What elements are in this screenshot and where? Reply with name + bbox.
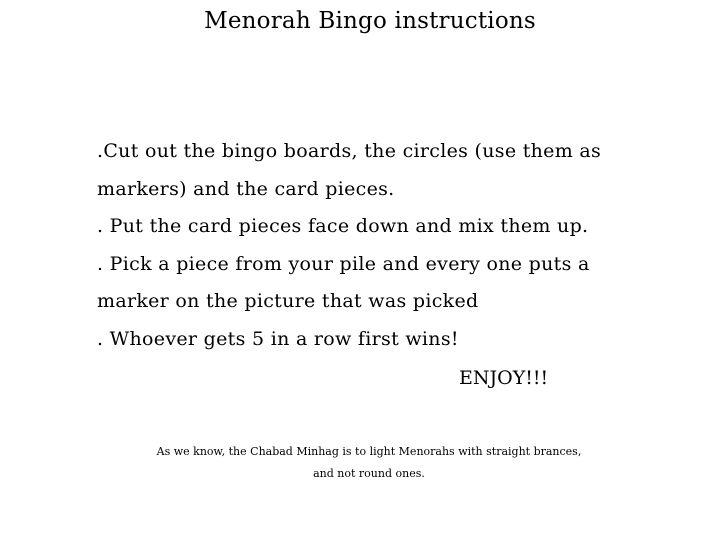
instruction-line: . Whoever gets 5 in a row first wins! <box>97 327 459 350</box>
page-title: Menorah Bingo instructions <box>204 8 536 34</box>
closing-text: ENJOY!!! <box>459 367 549 389</box>
instructions-text <box>97 133 601 358</box>
instruction-line: . Put the card pieces face down and mix them up. <box>97 215 589 237</box>
instruction-line: markers) and the card pieces. <box>97 177 395 200</box>
instruction-line: marker on the picture that was picked <box>97 290 479 312</box>
instruction-line: . Pick a piece from your pile and every one puts a <box>97 252 590 275</box>
footnote: As we know, the Chabad Minhag is to light Menorahs with straight brances, and not round ones. <box>156 445 582 480</box>
instruction-line: .Cut out the bingo boards, the circles (use them as <box>97 140 602 162</box>
